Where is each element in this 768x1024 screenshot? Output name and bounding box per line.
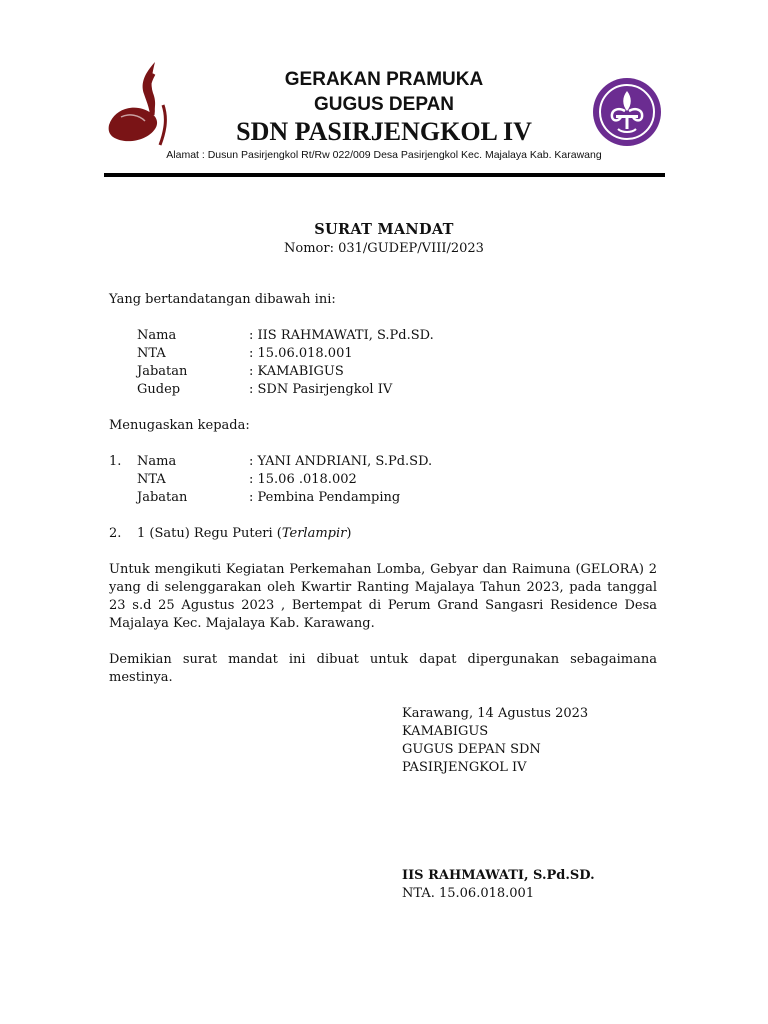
- signer-label: Jabatan: [137, 364, 188, 379]
- assignee-label: Jabatan: [137, 490, 188, 505]
- signer-value: : KAMABIGUS: [249, 364, 344, 379]
- header-divider: [104, 173, 665, 177]
- group-item-text: [137, 525, 351, 543]
- assignee-label: Nama: [137, 454, 177, 469]
- address-line: Alamat : Dusun Pasirjengkol Rt/Rw 022/009 Desa Pasirjengkol Kec. Majalaya Kab. Karawang: [166, 149, 602, 161]
- assignee-value: : Pembina Pendamping: [249, 490, 401, 505]
- organization-name: GERAKAN PRAMUKA: [284, 69, 484, 90]
- place-date: Karawang, 14 Agustus 2023: [402, 706, 589, 721]
- letter-title: SURAT MANDAT: [314, 221, 454, 238]
- body-paragraph: Untuk mengikuti Kegiatan Perkemahan Lomba, Gebyar dan Raimuna (GELORA) 2 yang di selenggarakan oleh Kwartir Ranting Majalaya Tahun 2023, pada tanggal 23 s.d 25 Agustus 2023 , Bertempat di Perum Grand Sangasri Residence Desa Majalaya Kec. Majalaya Kab. Karawang.: [109, 562, 657, 631]
- signer-nta: NTA. 15.06.018.001: [402, 886, 535, 901]
- signer-value: : IIS RAHMAWATI, S.Pd.SD.: [249, 328, 434, 343]
- assignee-value: : 15.06 .018.002: [249, 472, 357, 487]
- assignee-label: NTA: [137, 472, 166, 487]
- signer-unit-line2: PASIRJENGKOL IV: [402, 760, 527, 775]
- signer-position: KAMABIGUS: [402, 724, 489, 739]
- organization-unit: GUGUS DEPAN: [313, 94, 455, 115]
- school-name: SDN PASIRJENGKOL IV: [236, 117, 532, 146]
- group-item-close: ): [346, 526, 352, 541]
- closing-paragraph: Demikian surat mandat ini dibuat untuk dapat dipergunakan sebagaimana mestinya.: [109, 652, 657, 685]
- assign-intro-text: Menugaskan kepada:: [109, 418, 250, 433]
- signer-unit-line1: GUGUS DEPAN SDN: [402, 742, 541, 757]
- intro-text: Yang bertandatangan dibawah ini:: [109, 292, 336, 307]
- group-item-main: 1 (Satu) Regu Puteri (: [137, 526, 282, 541]
- letter-number: Nomor: 031/GUDEP/VIII/2023: [284, 241, 484, 256]
- assignee-value: : YANI ANDRIANI, S.Pd.SD.: [249, 454, 433, 469]
- signer-label: Gudep: [137, 382, 181, 397]
- signer-name: IIS RAHMAWATI, S.Pd.SD.: [402, 868, 595, 883]
- group-item-italic: Terlampir: [281, 526, 347, 541]
- signer-label: NTA: [137, 346, 166, 361]
- list-number: 1.: [109, 454, 122, 469]
- signer-label: Nama: [137, 328, 177, 343]
- list-number: 2.: [109, 526, 122, 541]
- signer-value: : 15.06.018.001: [249, 346, 353, 361]
- signer-value: : SDN Pasirjengkol IV: [249, 382, 393, 397]
